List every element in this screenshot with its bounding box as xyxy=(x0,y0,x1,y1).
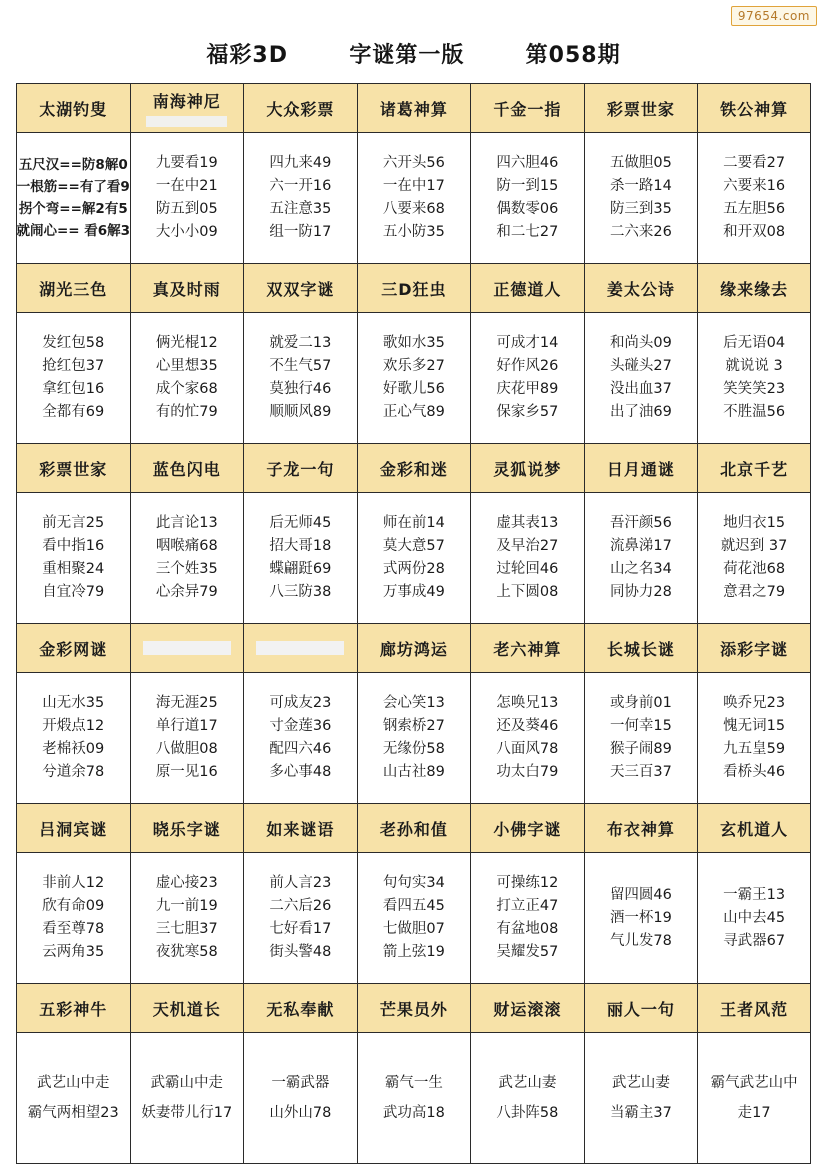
riddle-line: 后无语04 xyxy=(723,335,786,351)
body-row xyxy=(17,313,811,444)
riddle-cell xyxy=(471,853,585,984)
riddle-line: 六要来16 xyxy=(723,178,786,194)
riddle-line: 一根筋==有了看9 xyxy=(16,179,130,195)
header-cell xyxy=(584,444,698,493)
riddle-line: 愧无词15 xyxy=(723,718,786,734)
body-row xyxy=(17,133,811,264)
redaction-strip xyxy=(143,641,231,655)
riddle-grid xyxy=(16,83,811,1164)
header-label: 双双字谜 xyxy=(266,279,335,299)
riddle-line: 有盆地08 xyxy=(496,921,559,937)
header-cell xyxy=(698,804,811,853)
header-label: 老孙和值 xyxy=(379,819,448,839)
riddle-cell xyxy=(584,673,698,804)
riddle-line: 没出血37 xyxy=(609,381,672,397)
riddle-line: 和尚头09 xyxy=(609,335,672,351)
riddle-line: 保家乡57 xyxy=(496,404,559,420)
header-label: 长城长谜 xyxy=(606,639,675,659)
header-label: 金彩网谜 xyxy=(39,639,108,659)
header-cell xyxy=(698,444,811,493)
header-label: 湖光三色 xyxy=(39,279,108,299)
riddle-line: 吾汗颜56 xyxy=(609,515,672,531)
header-cell xyxy=(584,984,698,1033)
riddle-line: 非前人12 xyxy=(42,875,105,891)
riddle-cell xyxy=(17,313,131,444)
riddle-line: 猴子闹89 xyxy=(609,741,672,757)
header-label: 彩票世家 xyxy=(606,99,675,119)
riddle-line: 上下圆08 xyxy=(496,584,559,600)
header-label: 晓乐字谜 xyxy=(152,819,221,839)
riddle-line: 正心气89 xyxy=(382,404,445,420)
riddle-cell xyxy=(584,133,698,264)
header-cell xyxy=(17,264,131,313)
riddle-line: 九一前19 xyxy=(155,898,218,914)
header-label: 五彩神牛 xyxy=(39,999,108,1019)
redaction-strip xyxy=(146,116,227,127)
riddle-line: 五尺汉==防8解0 xyxy=(18,157,128,173)
riddle-cell xyxy=(17,673,131,804)
riddle-line: 不生气57 xyxy=(269,358,332,374)
riddle-line: 老棉袄09 xyxy=(42,741,105,757)
riddle-line: 武艺山妻 xyxy=(611,1075,670,1091)
header-cell xyxy=(357,984,471,1033)
header-cell xyxy=(17,984,131,1033)
riddle-cell xyxy=(244,493,358,624)
header-cell xyxy=(17,84,131,133)
header-cell xyxy=(130,84,244,133)
riddle-line: 开煅点12 xyxy=(42,718,105,734)
riddle-line: 怎唤兄13 xyxy=(496,695,559,711)
riddle-line: 出了油69 xyxy=(609,404,672,420)
header-cell xyxy=(244,84,358,133)
header-label: 无私奉献 xyxy=(266,999,335,1019)
header-cell xyxy=(130,984,244,1033)
riddle-line: 会心笑13 xyxy=(382,695,445,711)
riddle-line: 和开双08 xyxy=(723,224,786,240)
riddle-line: 地归衣15 xyxy=(723,515,786,531)
header-label: 天机道长 xyxy=(152,999,221,1019)
header-cell xyxy=(357,84,471,133)
riddle-line: 好歌儿56 xyxy=(382,381,445,397)
riddle-line: 或身前01 xyxy=(609,695,672,711)
riddle-line: 多心事48 xyxy=(269,764,332,780)
body-row xyxy=(17,493,811,624)
riddle-cell xyxy=(17,1033,131,1164)
header-label: 大众彩票 xyxy=(266,99,335,119)
riddle-cell xyxy=(130,493,244,624)
header-cell xyxy=(17,804,131,853)
header-cell xyxy=(698,84,811,133)
riddle-line: 一在中17 xyxy=(382,178,445,194)
riddle-line: 可成才14 xyxy=(496,335,559,351)
header-label: 灵狐说梦 xyxy=(493,459,562,479)
riddle-line: 看四五45 xyxy=(382,898,445,914)
riddle-line: 二六来26 xyxy=(609,224,672,240)
riddle-line: 防五到05 xyxy=(155,201,218,217)
header-label: 正德道人 xyxy=(493,279,562,299)
riddle-line: 八面风78 xyxy=(496,741,559,757)
header-row xyxy=(17,444,811,493)
riddle-line: 师在前14 xyxy=(382,515,445,531)
header-label: 王者风范 xyxy=(720,999,789,1019)
header-cell xyxy=(244,444,358,493)
riddle-line: 九要看19 xyxy=(155,155,218,171)
header-label: 北京千艺 xyxy=(720,459,789,479)
riddle-cell xyxy=(17,493,131,624)
riddle-line: 流鼻涕17 xyxy=(609,538,672,554)
header-cell xyxy=(698,984,811,1033)
riddle-cell xyxy=(357,853,471,984)
riddle-line: 四六胆46 xyxy=(496,155,559,171)
riddle-cell xyxy=(698,853,811,984)
riddle-line: 全都有69 xyxy=(42,404,105,420)
riddle-cell xyxy=(130,1033,244,1164)
riddle-line: 欢乐多27 xyxy=(382,358,445,374)
header-label: 缘来缘去 xyxy=(720,279,789,299)
riddle-line: 就爱二13 xyxy=(269,335,332,351)
riddle-line: 七做胆07 xyxy=(382,921,445,937)
header-cell xyxy=(584,804,698,853)
riddle-line: 莫独行46 xyxy=(269,381,332,397)
riddle-line: 大小小09 xyxy=(155,224,218,240)
riddle-line: 八三防38 xyxy=(269,584,332,600)
riddle-line: 招大哥18 xyxy=(269,538,332,554)
riddle-line: 咽喉痛68 xyxy=(155,538,218,554)
riddle-line: 欣有命09 xyxy=(42,898,105,914)
riddle-line: 二要看27 xyxy=(723,155,786,171)
riddle-line: 武霸山中走 xyxy=(150,1075,224,1091)
riddle-line: 六开头56 xyxy=(382,155,445,171)
riddle-cell xyxy=(357,1033,471,1164)
riddle-cell xyxy=(17,853,131,984)
riddle-line: 一霸武器 xyxy=(271,1075,330,1091)
header-label: 小佛字谜 xyxy=(493,819,562,839)
riddle-line: 寻武器67 xyxy=(723,932,786,949)
riddle-cell xyxy=(357,133,471,264)
riddle-cell xyxy=(471,493,585,624)
riddle-line: 前人言23 xyxy=(269,875,332,891)
riddle-line: 拐个弯==解2有5 xyxy=(18,201,128,217)
riddle-line: 山外山78 xyxy=(269,1105,332,1121)
header-label: 添彩字谜 xyxy=(720,639,789,659)
riddle-line: 一何幸15 xyxy=(609,718,672,734)
riddle-line: 重相聚24 xyxy=(42,561,105,577)
riddle-cell xyxy=(357,493,471,624)
header-cell xyxy=(471,804,585,853)
riddle-cell xyxy=(244,853,358,984)
riddle-cell xyxy=(698,133,811,264)
header-row xyxy=(17,984,811,1033)
riddle-line: 街头警48 xyxy=(269,944,332,960)
riddle-cell xyxy=(698,493,811,624)
riddle-line: 钢索桥27 xyxy=(382,718,445,734)
riddle-line: 四九来49 xyxy=(269,155,332,171)
riddle-line: 霸气武艺山中 xyxy=(710,1075,798,1091)
header-cell xyxy=(471,984,585,1033)
header-label: 千金一指 xyxy=(493,99,562,119)
riddle-line: 杀一路14 xyxy=(609,178,672,194)
riddle-line: 箭上弦19 xyxy=(382,944,445,960)
riddle-line: 单行道17 xyxy=(155,718,218,734)
header-label: 铁公神算 xyxy=(720,99,789,119)
header-cell xyxy=(17,444,131,493)
riddle-line: 组一防17 xyxy=(269,224,332,240)
riddle-line: 三个姓35 xyxy=(155,561,218,577)
watermark-badge: 97654.com xyxy=(731,6,817,26)
header-label: 蓝色闪电 xyxy=(152,459,221,479)
body-row xyxy=(17,853,811,984)
riddle-cell xyxy=(17,133,131,264)
header-cell xyxy=(698,624,811,673)
riddle-line: 偶数零06 xyxy=(496,201,559,217)
riddle-line: 七好看17 xyxy=(269,921,332,937)
riddle-line: 山古社89 xyxy=(382,764,445,780)
riddle-line: 功太白79 xyxy=(496,764,559,780)
riddle-line: 霸气一生 xyxy=(384,1075,443,1091)
riddle-line: 天三百37 xyxy=(609,764,672,780)
header-label: 金彩和迷 xyxy=(379,459,448,479)
header-cell xyxy=(244,624,358,673)
riddle-line: 五小防35 xyxy=(382,224,445,240)
header-label: 诸葛神算 xyxy=(379,99,448,119)
riddle-cell xyxy=(471,133,585,264)
header-cell xyxy=(130,624,244,673)
header-cell xyxy=(130,264,244,313)
riddle-line: 万事成49 xyxy=(382,584,445,600)
riddle-cell xyxy=(584,493,698,624)
riddle-cell xyxy=(698,313,811,444)
header-row xyxy=(17,624,811,673)
riddle-line: 一霸王13 xyxy=(723,886,786,903)
header-label: 老六神算 xyxy=(493,639,562,659)
riddle-line: 此言论13 xyxy=(155,515,218,531)
header-label: 真及时雨 xyxy=(152,279,221,299)
header-row xyxy=(17,264,811,313)
riddle-line: 拿红包16 xyxy=(42,381,105,397)
redaction-strip xyxy=(256,641,344,655)
riddle-line: 海无涯25 xyxy=(155,695,218,711)
header-cell xyxy=(244,264,358,313)
riddle-line: 看中指16 xyxy=(42,538,105,554)
riddle-line: 虚心接23 xyxy=(155,875,218,891)
riddle-line: 式两份28 xyxy=(382,561,445,577)
riddle-line: 六一开16 xyxy=(269,178,332,194)
riddle-line: 句句实34 xyxy=(382,875,445,891)
header-label: 姜太公诗 xyxy=(606,279,675,299)
header-cell xyxy=(17,624,131,673)
riddle-line: 武功高18 xyxy=(382,1105,445,1121)
riddle-line: 山之名34 xyxy=(609,561,672,577)
riddle-line: 寸金莲36 xyxy=(269,718,332,734)
riddle-cell xyxy=(357,673,471,804)
riddle-line: 荷花池68 xyxy=(723,561,786,577)
header-cell xyxy=(471,624,585,673)
riddle-line: 蝶翩跹69 xyxy=(269,561,332,577)
riddle-line: 云两角35 xyxy=(42,944,105,960)
riddle-cell xyxy=(130,853,244,984)
riddle-line: 九五皇59 xyxy=(723,741,786,757)
riddle-line: 武艺山妻 xyxy=(498,1075,557,1091)
body-row xyxy=(17,673,811,804)
riddle-line: 原一见16 xyxy=(155,764,218,780)
riddle-line: 吴耀发57 xyxy=(496,944,559,960)
riddle-line: 酒一杯19 xyxy=(609,909,672,926)
riddle-cell xyxy=(584,853,698,984)
riddle-line: 五做胆05 xyxy=(609,155,672,171)
riddle-line: 莫大意57 xyxy=(382,538,445,554)
riddle-line: 无缘份58 xyxy=(382,741,445,757)
riddle-line: 心里想35 xyxy=(155,358,218,374)
riddle-cell xyxy=(698,673,811,804)
riddle-cell xyxy=(471,313,585,444)
header-label: 彩票世家 xyxy=(39,459,108,479)
riddle-cell xyxy=(130,313,244,444)
riddle-line: 山无水35 xyxy=(42,695,105,711)
header-row xyxy=(17,84,811,133)
riddle-line: 好作风26 xyxy=(496,358,559,374)
header-label: 财运滚滚 xyxy=(493,999,562,1019)
header-cell xyxy=(130,804,244,853)
riddle-line: 配四六46 xyxy=(269,741,332,757)
riddle-line: 夜犹寒58 xyxy=(155,944,218,960)
header-cell xyxy=(471,84,585,133)
riddle-cell xyxy=(471,673,585,804)
riddle-cell xyxy=(244,673,358,804)
riddle-line: 三七胆37 xyxy=(155,921,218,937)
riddle-line: 二六后26 xyxy=(269,898,332,914)
riddle-line: 同协力28 xyxy=(609,584,672,600)
page-title xyxy=(0,0,827,83)
riddle-line: 八卦阵58 xyxy=(496,1105,559,1121)
riddle-cell xyxy=(357,313,471,444)
riddle-line: 有的忙79 xyxy=(155,404,218,420)
riddle-line: 五注意35 xyxy=(269,201,332,217)
riddle-line: 当霸主37 xyxy=(609,1105,672,1121)
riddle-cell xyxy=(698,1033,811,1164)
header-label: 三D狂虫 xyxy=(381,279,447,299)
header-label: 玄机道人 xyxy=(720,819,789,839)
riddle-line: 妖妻带儿行17 xyxy=(141,1105,233,1121)
header-cell xyxy=(698,264,811,313)
header-label: 如来谜语 xyxy=(266,819,335,839)
title-lottery: 福彩3D xyxy=(206,43,288,68)
riddle-line: 看至尊78 xyxy=(42,921,105,937)
riddle-line: 五左胆56 xyxy=(723,201,786,217)
riddle-line: 发红包58 xyxy=(42,335,105,351)
header-cell xyxy=(357,804,471,853)
riddle-line: 顺顺风89 xyxy=(269,404,332,420)
grid-body xyxy=(17,84,811,1164)
header-row xyxy=(17,804,811,853)
riddle-line: 就闹心== 看6解3 xyxy=(16,223,131,239)
riddle-line: 打立正47 xyxy=(496,898,559,914)
riddle-cell xyxy=(244,313,358,444)
header-label: 廊坊鸿运 xyxy=(379,639,448,659)
body-row xyxy=(17,1033,811,1164)
riddle-line: 不胜温56 xyxy=(723,404,786,420)
header-cell xyxy=(584,84,698,133)
riddle-cell xyxy=(584,1033,698,1164)
riddle-line: 还及葵46 xyxy=(496,718,559,734)
header-cell xyxy=(244,984,358,1033)
riddle-line: 俩光棍12 xyxy=(155,335,218,351)
riddle-line: 自宜冷79 xyxy=(42,584,105,600)
riddle-line: 过轮回46 xyxy=(496,561,559,577)
riddle-line: 前无言25 xyxy=(42,515,105,531)
riddle-cell xyxy=(244,1033,358,1164)
header-label: 太湖钓叟 xyxy=(39,99,108,119)
header-label: 日月通谜 xyxy=(606,459,675,479)
header-cell xyxy=(357,444,471,493)
header-cell xyxy=(357,624,471,673)
riddle-cell xyxy=(471,1033,585,1164)
riddle-line: 意君之79 xyxy=(723,584,786,600)
riddle-line: 就说说 3 xyxy=(725,358,783,374)
riddle-cell xyxy=(584,313,698,444)
riddle-line: 抢红包37 xyxy=(42,358,105,374)
header-cell xyxy=(584,624,698,673)
riddle-line: 心余异79 xyxy=(155,584,218,600)
riddle-line: 庆花甲89 xyxy=(496,381,559,397)
header-cell xyxy=(357,264,471,313)
riddle-cell xyxy=(130,673,244,804)
header-label: 子龙一句 xyxy=(266,459,335,479)
riddle-line: 成个家68 xyxy=(155,381,218,397)
title-issue: 第058期 xyxy=(525,43,621,68)
riddle-line: 可成友23 xyxy=(269,695,332,711)
riddle-line: 和二七27 xyxy=(496,224,559,240)
riddle-line: 走17 xyxy=(737,1105,771,1121)
header-label: 布衣神算 xyxy=(606,819,675,839)
riddle-line: 八做胆08 xyxy=(155,741,218,757)
riddle-line: 可操练12 xyxy=(496,875,559,891)
header-label: 南海神尼 xyxy=(152,92,221,111)
riddle-line: 唤乔兄23 xyxy=(723,695,786,711)
header-label: 丽人一句 xyxy=(606,999,675,1019)
riddle-line: 及早治27 xyxy=(496,538,559,554)
riddle-cell xyxy=(130,133,244,264)
riddle-line: 留四圆46 xyxy=(609,886,672,903)
header-label: 芒果员外 xyxy=(379,999,448,1019)
riddle-cell xyxy=(244,133,358,264)
riddle-line: 一在中21 xyxy=(155,178,218,194)
riddle-line: 头碰头27 xyxy=(609,358,672,374)
riddle-line: 兮道余78 xyxy=(42,764,105,780)
riddle-line: 后无师45 xyxy=(269,515,332,531)
title-edition: 字谜第一版 xyxy=(349,43,465,68)
riddle-line: 武艺山中走 xyxy=(37,1075,110,1091)
header-cell xyxy=(130,444,244,493)
riddle-line: 八要来68 xyxy=(382,201,445,217)
riddle-line: 防一到15 xyxy=(496,178,559,194)
riddle-line: 虚其表13 xyxy=(496,515,559,531)
header-cell xyxy=(244,804,358,853)
header-label: 吕洞宾谜 xyxy=(39,819,108,839)
riddle-line: 笑笑笑23 xyxy=(723,381,786,397)
header-cell xyxy=(471,444,585,493)
header-cell xyxy=(584,264,698,313)
riddle-line: 霸气两相望23 xyxy=(27,1105,119,1121)
riddle-line: 就迟到 37 xyxy=(720,538,788,554)
riddle-line: 防三到35 xyxy=(609,201,672,217)
riddle-line: 山中去45 xyxy=(723,909,786,926)
header-cell xyxy=(471,264,585,313)
riddle-line: 看桥头46 xyxy=(723,764,786,780)
riddle-line: 歌如水35 xyxy=(382,335,445,351)
riddle-line: 气儿发78 xyxy=(609,932,672,949)
